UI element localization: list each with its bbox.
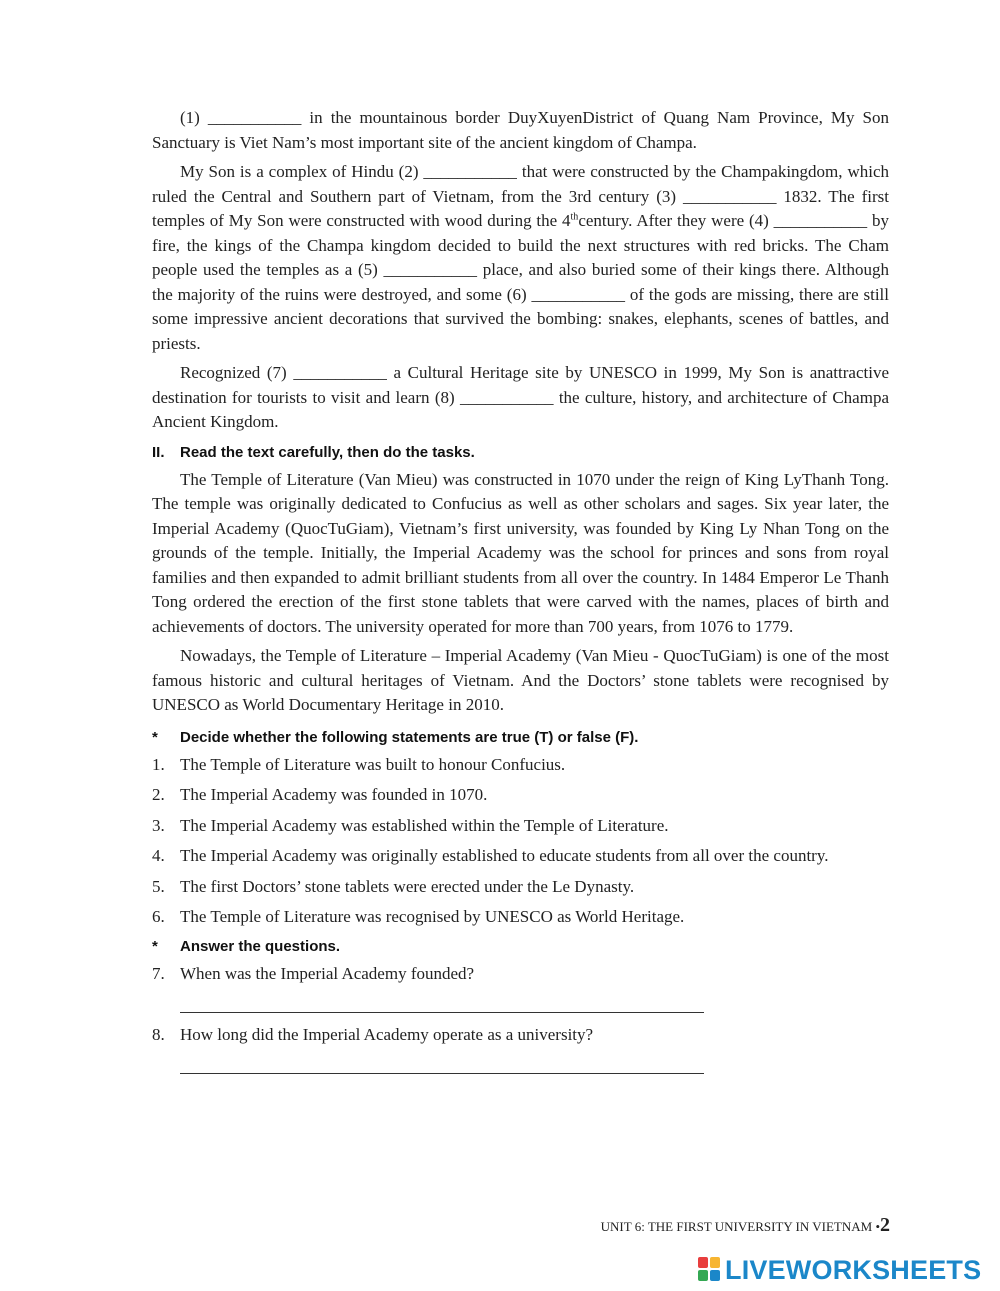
item-number: 8.	[152, 1025, 165, 1045]
section2-title: Read the text carefully, then do the tasks.	[180, 443, 475, 461]
answer-questions-title: Answer the questions.	[180, 938, 341, 956]
item-text: The Imperial Academy was founded in 1070.	[180, 785, 488, 805]
liveworksheets-logo[interactable]	[698, 1256, 981, 1284]
item-number: 7.	[152, 964, 165, 984]
question-8	[152, 1023, 889, 1047]
true-false-title: Decide whether the following statements are true (T) or false (F).	[180, 728, 639, 746]
true-false-list	[152, 753, 889, 930]
true-false-heading	[152, 727, 889, 749]
answer-input-8[interactable]	[180, 1047, 704, 1074]
logo-text: LIVEWORKSHEETS	[725, 1254, 982, 1285]
question-list	[152, 962, 889, 986]
list-item	[152, 844, 889, 868]
question-text: When was the Imperial Academy founded?	[180, 964, 475, 984]
item-text: The first Doctors’ stone tablets were erected under the Le Dynasty.	[180, 876, 635, 896]
list-item	[152, 814, 889, 838]
bullet-mark: *	[152, 728, 158, 746]
question-list	[152, 1023, 889, 1047]
item-text: The Temple of Literature was recognised by UNESCO as World Heritage.	[180, 907, 685, 927]
item-number: 2.	[152, 785, 165, 805]
section2-paragraph2: Nowadays, the Temple of Literature – Imperial Academy (Van Mieu - QuocTuGiam) is one of the most famous historic and cultural heritages of Vietnam. And the Doctors’ stone tablets were recognised by UNESCO as World Documentary Heritage in 2010.	[152, 646, 889, 714]
list-item	[152, 783, 889, 807]
item-number: 6.	[152, 907, 165, 927]
question-text: How long did the Imperial Academy operate as a university?	[180, 1025, 594, 1045]
ordinal-superscript: th	[570, 211, 579, 223]
item-number: 1.	[152, 754, 165, 774]
item-text: The Temple of Literature was built to honour Confucius.	[180, 754, 566, 774]
passage1-paragraph2-part-b: century. After they were (4) ___________ by fire, the kings of the Champa kingdom decided to build the next structures with red bricks. The Cham people used the temples as a (5) ___________ place, and also buried some of their kings there. Although the majority of the ruins were destroyed, and some (6) ___________ of the gods are missing, there are still some impressive ancient decorations that survived the bombing: snakes, elephants, scenes of battles, and priests.	[152, 211, 890, 353]
passage1-paragraph3: Recognized (7) ___________ a Cultural Heritage site by UNESCO in 1999, My Son is anattractive destination for tourists to visit and learn (8) ___________ the culture, history, and architecture of Champa Ancient Kingdom.	[152, 363, 889, 431]
section2-paragraph1: The Temple of Literature (Van Mieu) was constructed in 1070 under the reign of King LyThanh Tong. The temple was originally dedicated to Confucius as well as other scholars and sages. Six year later, the Imperial Academy (QuocTuGiam), Vietnam’s first university, was founded by King Ly Nhan Tong on the grounds of the temple. Initially, the Imperial Academy was the school for princes and sons from royal families and then expanded to admit brilliant students from all over the country. In 1484 Emperor Le Thanh Tong ordered the erection of the first stone tablets that were carved with the names, places of birth and achievements of doctors. The university operated for more than 700 years, from 1076 to 1779.	[152, 469, 889, 636]
passage1-paragraph2	[152, 160, 889, 356]
item-number: 3.	[152, 815, 165, 835]
section2-heading	[152, 442, 889, 464]
passage1-paragraph1: (1) ___________ in the mountainous border DuyXuyenDistrict of Quang Nam Province, My Son Sanctuary is Viet Nam’s most important site of the ancient kingdom of Champa.	[152, 108, 889, 152]
list-item	[152, 875, 889, 899]
unit-title: UNIT 6: THE FIRST UNIVERSITY IN VIETNAM •	[600, 1219, 880, 1234]
item-number: 5.	[152, 876, 165, 896]
answer-input-7[interactable]	[180, 986, 704, 1013]
logo-badge-icon	[698, 1257, 722, 1283]
question-7	[152, 962, 889, 986]
item-text: The Imperial Academy was originally established to educate students from all over the country.	[180, 846, 829, 866]
passage1-paragraph2-part-a: My Son is a complex of Hindu (2) ___________ that were constructed by the Champakingdom, which ruled the Central and Southern part of Vietnam, from the 3rd century (3) ___________ 1832. The first temples of My Son were constructed with wood during the 4	[152, 162, 889, 230]
page-footer	[601, 1214, 890, 1237]
item-text: The Imperial Academy was established within the Temple of Literature.	[180, 815, 669, 835]
answer-questions-heading	[152, 936, 889, 958]
bullet-mark: *	[152, 938, 158, 956]
section2-number: II.	[152, 443, 165, 461]
worksheet-page	[152, 106, 889, 1084]
item-number: 4.	[152, 846, 165, 866]
page-number: 2	[880, 1214, 890, 1236]
list-item	[152, 753, 889, 777]
list-item	[152, 905, 889, 929]
